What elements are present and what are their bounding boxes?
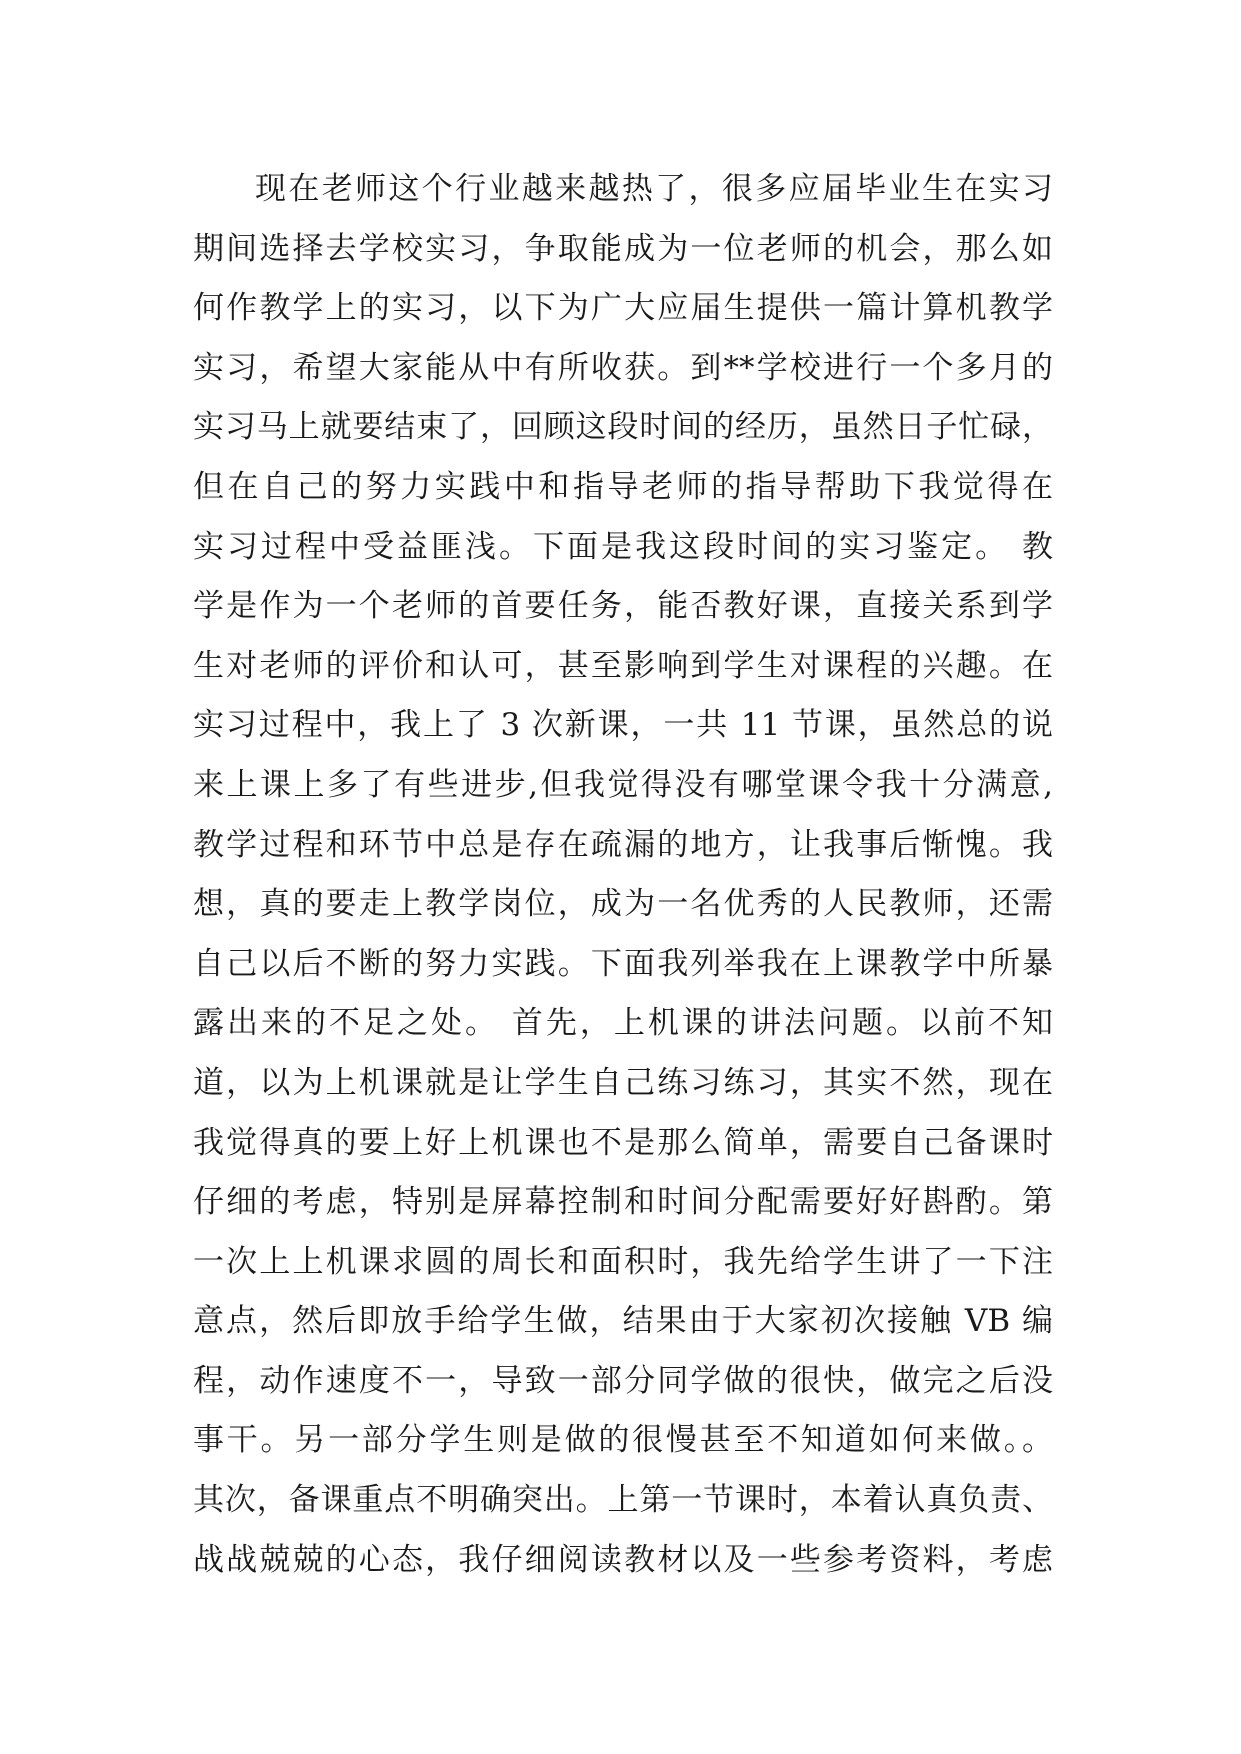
text-line-7: 实习过程中受益匪浅。下面是我这段时间的实习鉴定。 教 (193, 528, 1053, 565)
text-line-14: 自己以后不断的努力实践。下面我列举我在上课教学中所暴 (193, 945, 1053, 982)
text-line-21: 程，动作速度不一，导致一部分同学做的很快，做完之后没 (193, 1362, 1053, 1399)
text-line-11: 来上课上多了有些进步,但我觉得没有哪堂课令我十分满意, (193, 766, 1053, 803)
text-line-19: 一次上上机课求圆的周长和面积时，我先给学生讲了一下注 (193, 1243, 1053, 1280)
text-line-9: 生对老师的评价和认可，甚至影响到学生对课程的兴趣。在 (193, 647, 1053, 684)
text-line-6: 但在自己的努力实践中和指导老师的指导帮助下我觉得在 (193, 468, 1053, 505)
text-line-18: 仔细的考虑，特别是屏幕控制和时间分配需要好好斟酌。第 (193, 1184, 1053, 1221)
text-line-22: 事干。另一部分学生则是做的很慢甚至不知道如何来做。。 (193, 1422, 1053, 1459)
body-text (193, 160, 1053, 1590)
text-line-1: 现在老师这个行业越来越热了，很多应届毕业生在实习 (255, 171, 1053, 207)
text-line-15: 露出来的不足之处。 首先，上机课的讲法问题。以前不知 (193, 1005, 1053, 1042)
text-line-5: 实习马上就要结束了，回顾这段时间的经历，虽然日子忙碌， (193, 409, 1053, 446)
text-line-12: 教学过程和环节中总是存在疏漏的地方，让我事后惭愧。我 (193, 826, 1053, 863)
text-line-10: 实习过程中，我上了 3 次新课，一共 11 节课，虽然总的说 (193, 707, 1053, 744)
text-line-8: 学是作为一个老师的首要任务，能否教好课，直接关系到学 (193, 588, 1053, 625)
text-line-23: 其次，备课重点不明确突出。上第一节课时，本着认真负责、 (193, 1482, 1053, 1519)
text-line-4: 实习，希望大家能从中有所收获。到**学校进行一个多月的 (193, 349, 1053, 386)
text-line-24: 战战兢兢的心态，我仔细阅读教材以及一些参考资料，考虑 (193, 1541, 1053, 1578)
text-line-17: 我觉得真的要上好上机课也不是那么简单，需要自己备课时 (193, 1124, 1053, 1161)
text-line-20: 意点，然后即放手给学生做，结果由于大家初次接触 VB 编 (193, 1303, 1053, 1340)
text-line-3: 何作教学上的实习，以下为广大应届生提供一篇计算机教学 (193, 290, 1053, 327)
text-line-2: 期间选择去学校实习，争取能成为一位老师的机会，那么如 (193, 230, 1053, 267)
text-line-13: 想，真的要走上教学岗位，成为一名优秀的人民教师，还需 (193, 886, 1053, 923)
text-line-16: 道，以为上机课就是让学生自己练习练习，其实不然，现在 (193, 1064, 1053, 1101)
